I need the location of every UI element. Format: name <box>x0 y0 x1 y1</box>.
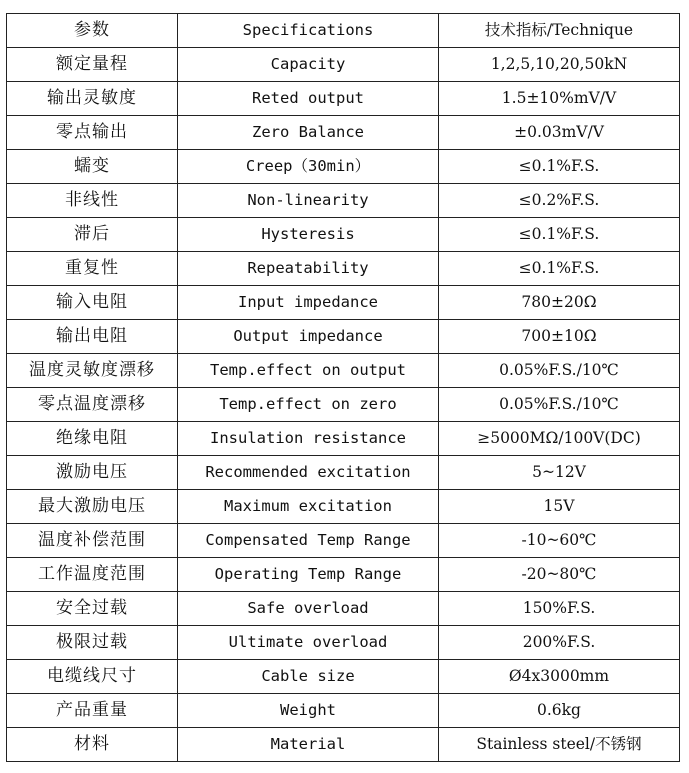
header-specifications: Specifications <box>178 14 439 48</box>
param-cn: 重复性 <box>7 252 178 286</box>
param-value: 1.5±10%mV/V <box>439 82 680 116</box>
table-row <box>7 354 680 388</box>
param-cn: 极限过载 <box>7 626 178 660</box>
param-cn: 零点温度漂移 <box>7 388 178 422</box>
table-row <box>7 490 680 524</box>
param-value: ≤0.1%F.S. <box>439 150 680 184</box>
table-row <box>7 116 680 150</box>
param-cn: 滞后 <box>7 218 178 252</box>
param-cn: 电缆线尺寸 <box>7 660 178 694</box>
param-cn: 温度灵敏度漂移 <box>7 354 178 388</box>
param-value: Stainless steel/不锈钢 <box>439 728 680 762</box>
spec-table <box>6 13 680 762</box>
table-row <box>7 218 680 252</box>
table-row <box>7 558 680 592</box>
param-en: Non-linearity <box>178 184 439 218</box>
table-row <box>7 48 680 82</box>
param-cn: 产品重量 <box>7 694 178 728</box>
param-en: Ultimate overload <box>178 626 439 660</box>
param-en: Creep（30min） <box>178 150 439 184</box>
param-cn: 最大激励电压 <box>7 490 178 524</box>
table-row <box>7 524 680 558</box>
param-en: Maximum excitation <box>178 490 439 524</box>
param-cn: 激励电压 <box>7 456 178 490</box>
param-value: ±0.03mV/V <box>439 116 680 150</box>
param-value: 0.05%F.S./10℃ <box>439 354 680 388</box>
param-value: 150%F.S. <box>439 592 680 626</box>
param-value: 15V <box>439 490 680 524</box>
param-cn: 零点输出 <box>7 116 178 150</box>
table-row <box>7 184 680 218</box>
param-en: Weight <box>178 694 439 728</box>
table-row <box>7 694 680 728</box>
param-value: 0.05%F.S./10℃ <box>439 388 680 422</box>
table-row <box>7 456 680 490</box>
param-value: 200%F.S. <box>439 626 680 660</box>
param-en: Cable size <box>178 660 439 694</box>
param-cn: 工作温度范围 <box>7 558 178 592</box>
table-row <box>7 422 680 456</box>
param-value: Ø4x3000mm <box>439 660 680 694</box>
param-en: Compensated Temp Range <box>178 524 439 558</box>
table-row <box>7 320 680 354</box>
param-en: Input impedance <box>178 286 439 320</box>
table-header-row <box>7 14 680 48</box>
param-value: 780±20Ω <box>439 286 680 320</box>
table-row <box>7 286 680 320</box>
param-value: 1,2,5,10,20,50kN <box>439 48 680 82</box>
table-row <box>7 252 680 286</box>
table-row <box>7 150 680 184</box>
param-en: Recommended excitation <box>178 456 439 490</box>
header-technique: 技术指标/Technique <box>439 14 680 48</box>
param-cn: 温度补偿范围 <box>7 524 178 558</box>
param-cn: 输出电阻 <box>7 320 178 354</box>
param-en: Insulation resistance <box>178 422 439 456</box>
param-en: Temp.effect on zero <box>178 388 439 422</box>
param-cn: 蠕变 <box>7 150 178 184</box>
param-cn: 额定量程 <box>7 48 178 82</box>
param-en: Temp.effect on output <box>178 354 439 388</box>
param-en: Repeatability <box>178 252 439 286</box>
table-row <box>7 388 680 422</box>
param-value: -10~60℃ <box>439 524 680 558</box>
param-cn: 输出灵敏度 <box>7 82 178 116</box>
param-en: Hysteresis <box>178 218 439 252</box>
param-cn: 安全过载 <box>7 592 178 626</box>
param-en: Material <box>178 728 439 762</box>
param-value: ≤0.1%F.S. <box>439 252 680 286</box>
param-value: -20~80℃ <box>439 558 680 592</box>
param-value: 5~12V <box>439 456 680 490</box>
param-cn: 非线性 <box>7 184 178 218</box>
param-en: Capacity <box>178 48 439 82</box>
param-value: 0.6kg <box>439 694 680 728</box>
param-cn: 绝缘电阻 <box>7 422 178 456</box>
param-cn: 材料 <box>7 728 178 762</box>
table-row <box>7 728 680 762</box>
header-parameter: 参数 <box>7 14 178 48</box>
table-row <box>7 660 680 694</box>
param-en: Safe overload <box>178 592 439 626</box>
param-value: ≤0.2%F.S. <box>439 184 680 218</box>
param-en: Reted output <box>178 82 439 116</box>
param-value: 700±10Ω <box>439 320 680 354</box>
param-en: Zero Balance <box>178 116 439 150</box>
table-row <box>7 626 680 660</box>
param-value: ≤0.1%F.S. <box>439 218 680 252</box>
param-en: Output impedance <box>178 320 439 354</box>
table-row <box>7 82 680 116</box>
table-row <box>7 592 680 626</box>
param-value: ≥5000MΩ/100V(DC) <box>439 422 680 456</box>
param-cn: 输入电阻 <box>7 286 178 320</box>
param-en: Operating Temp Range <box>178 558 439 592</box>
